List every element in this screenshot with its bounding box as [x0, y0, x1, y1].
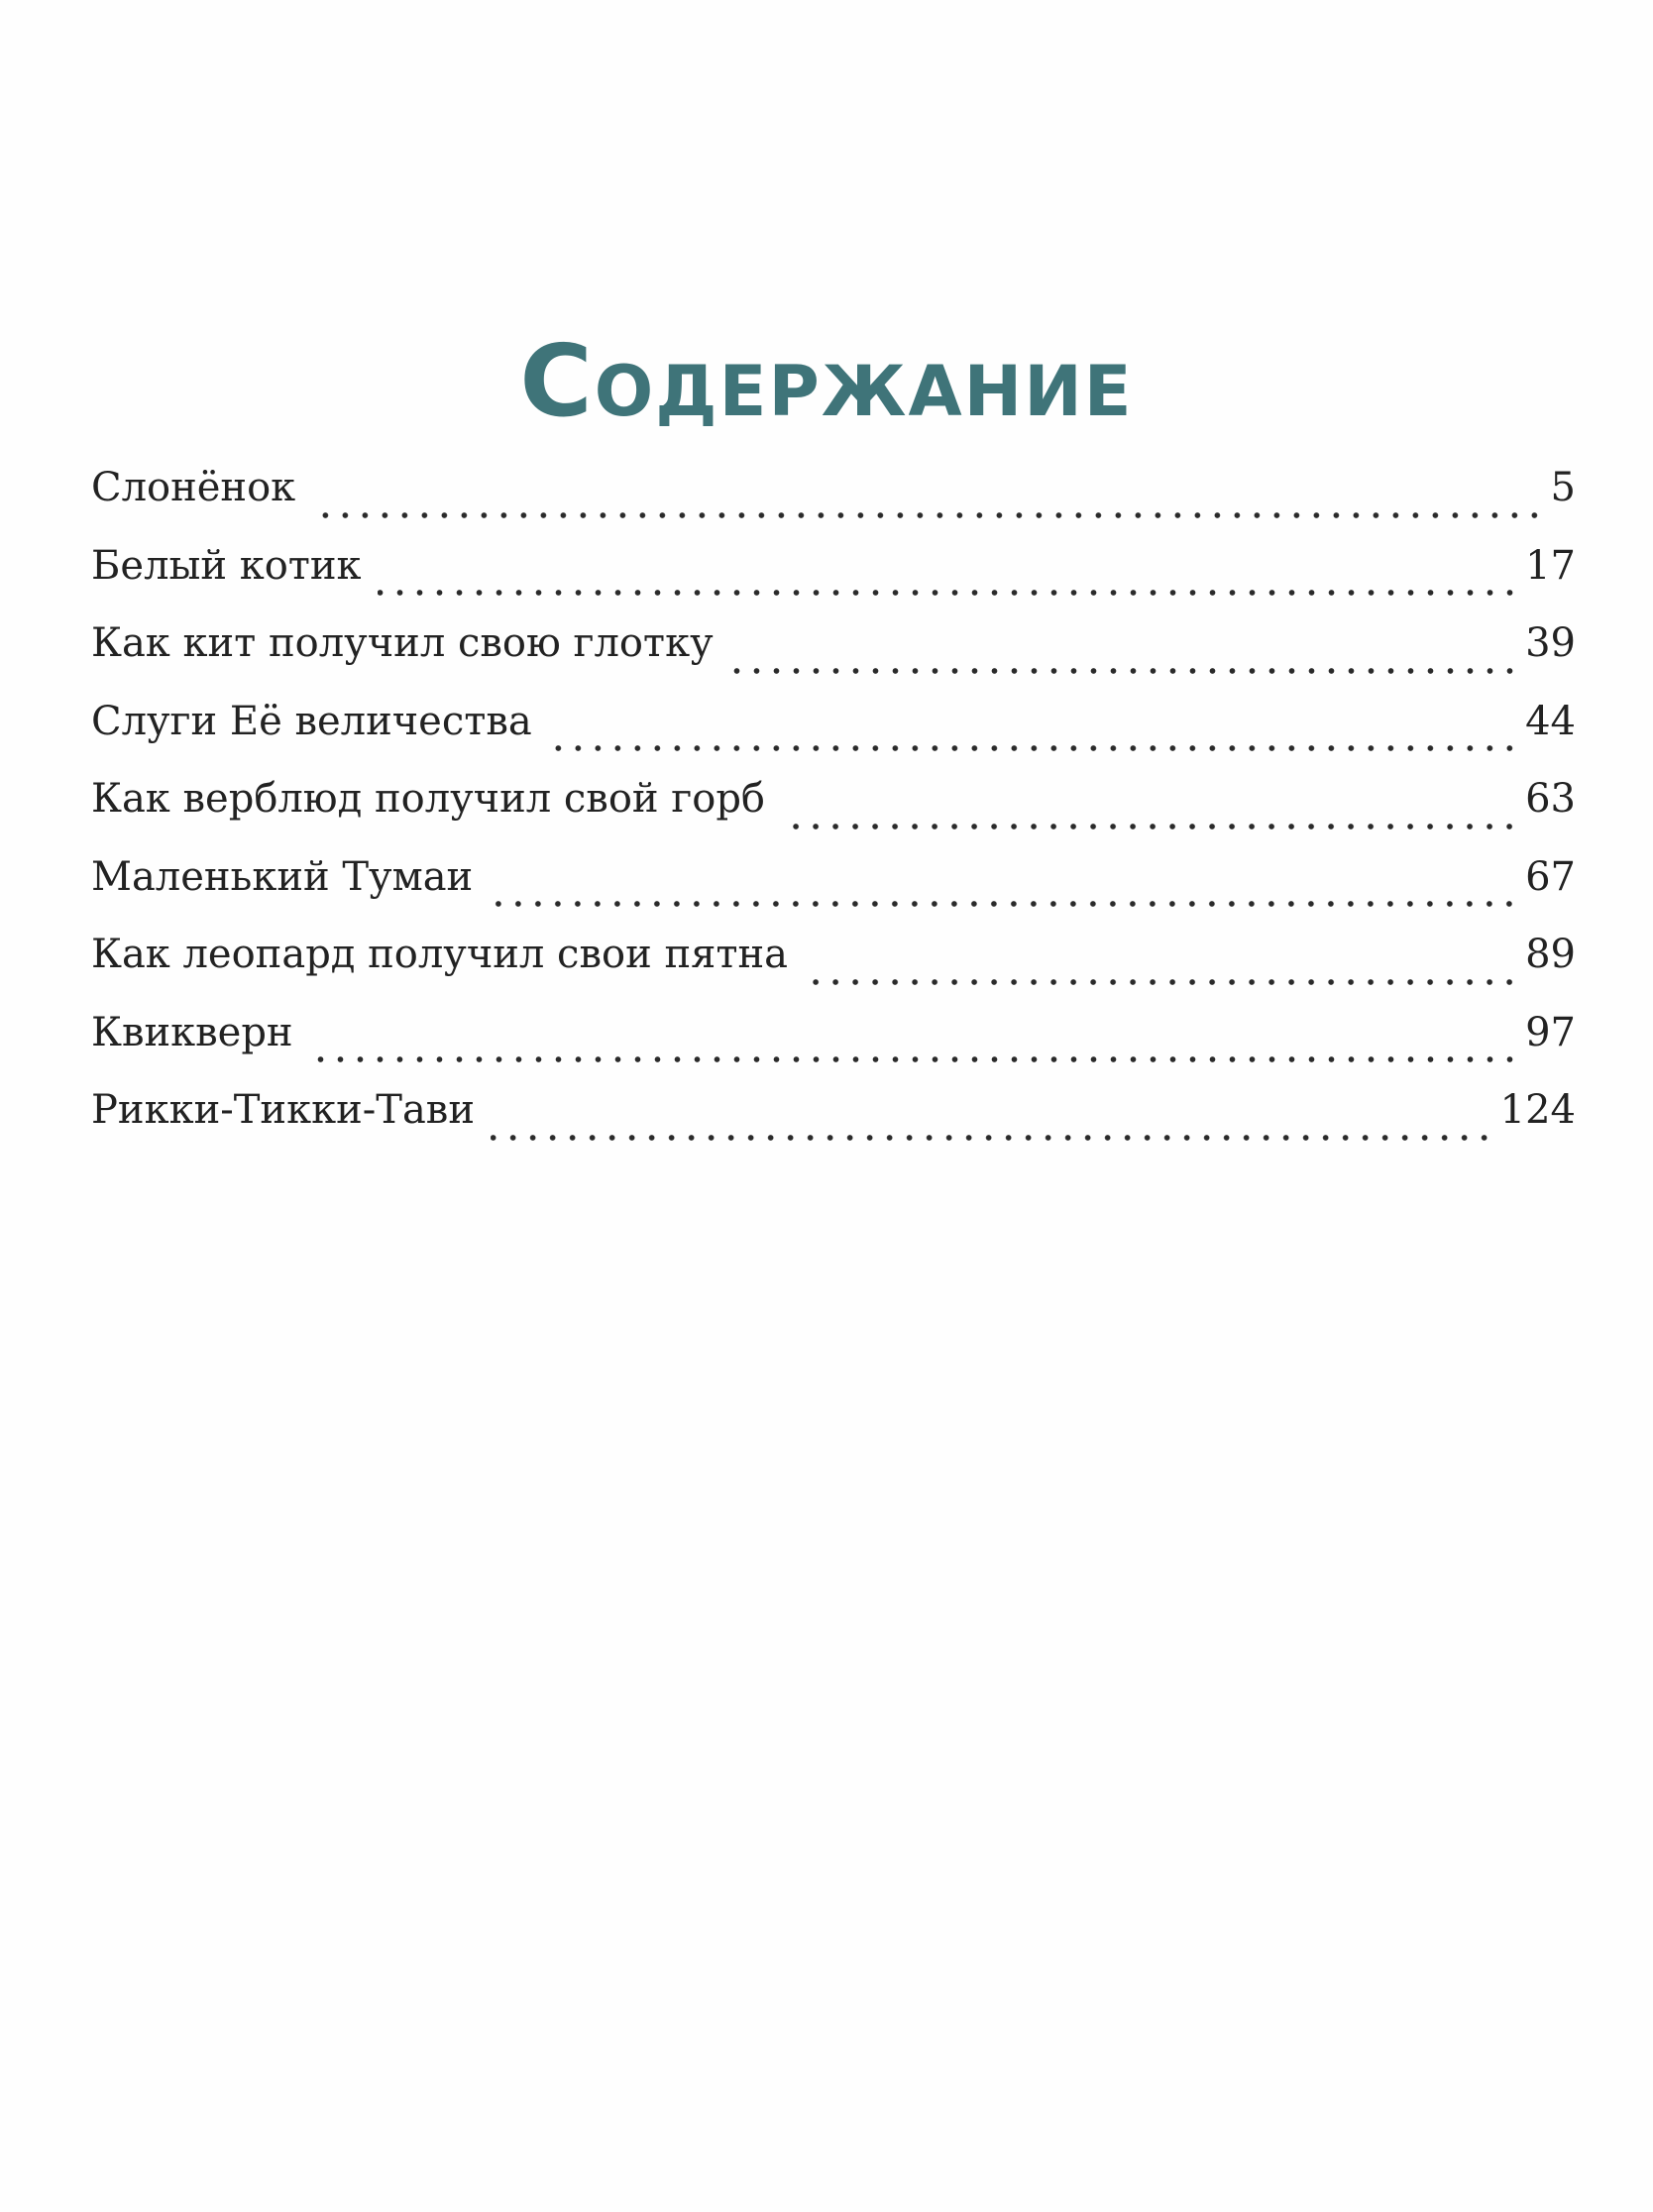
toc-item-quiquern — [91, 1003, 1576, 1081]
toc-item-page-number: 124 — [1499, 1087, 1576, 1133]
dot-leader — [548, 745, 1519, 751]
toc-item-toomai — [91, 847, 1576, 926]
dot-leader — [309, 1056, 1520, 1062]
toc-item-page-number: 17 — [1525, 542, 1576, 589]
toc-item-page-number: 39 — [1525, 620, 1576, 666]
toc-item-page-number: 67 — [1525, 853, 1576, 900]
toc-item-elephant-child — [91, 458, 1576, 536]
toc-item-white-seal — [91, 536, 1576, 614]
toc-item-title: Слуги Её величества — [91, 698, 532, 744]
toc-item-title: Маленький Тумаи — [91, 853, 474, 900]
dot-leader — [804, 979, 1519, 985]
toc-item-page-number: 63 — [1525, 776, 1576, 822]
dot-leader — [781, 824, 1519, 830]
toc-item-title: Белый котик — [91, 542, 362, 589]
dot-leader — [489, 901, 1519, 907]
toc-item-title: Рикки-Тикки-Тави — [91, 1087, 475, 1133]
toc-item-rikki-tikki-tavi — [91, 1080, 1576, 1159]
toc-item-leopard-spots — [91, 925, 1576, 1003]
toc-item-title: Квикверн — [91, 1009, 293, 1055]
table-of-contents — [91, 458, 1576, 1159]
dot-leader — [311, 512, 1544, 518]
toc-item-page-number: 97 — [1525, 1009, 1576, 1055]
page-title: Содержание — [519, 323, 1134, 439]
toc-item-whale-throat — [91, 613, 1576, 692]
dot-leader — [378, 590, 1520, 596]
toc-item-page-number: 89 — [1525, 932, 1576, 977]
toc-item-her-majestys-servants — [91, 692, 1576, 770]
toc-item-page-number: 44 — [1525, 698, 1576, 744]
toc-item-title: Как кит получил свою глотку — [91, 620, 714, 666]
toc-item-title: Слонёнок — [91, 465, 296, 510]
toc-item-page-number: 5 — [1550, 465, 1576, 510]
toc-item-title: Как верблюд получил свой горб — [91, 776, 765, 822]
toc-item-title: Как леопард получил свои пятна — [91, 932, 788, 977]
toc-item-camel-hump — [91, 769, 1576, 847]
dot-leader — [491, 1135, 1494, 1141]
dot-leader — [729, 668, 1519, 674]
